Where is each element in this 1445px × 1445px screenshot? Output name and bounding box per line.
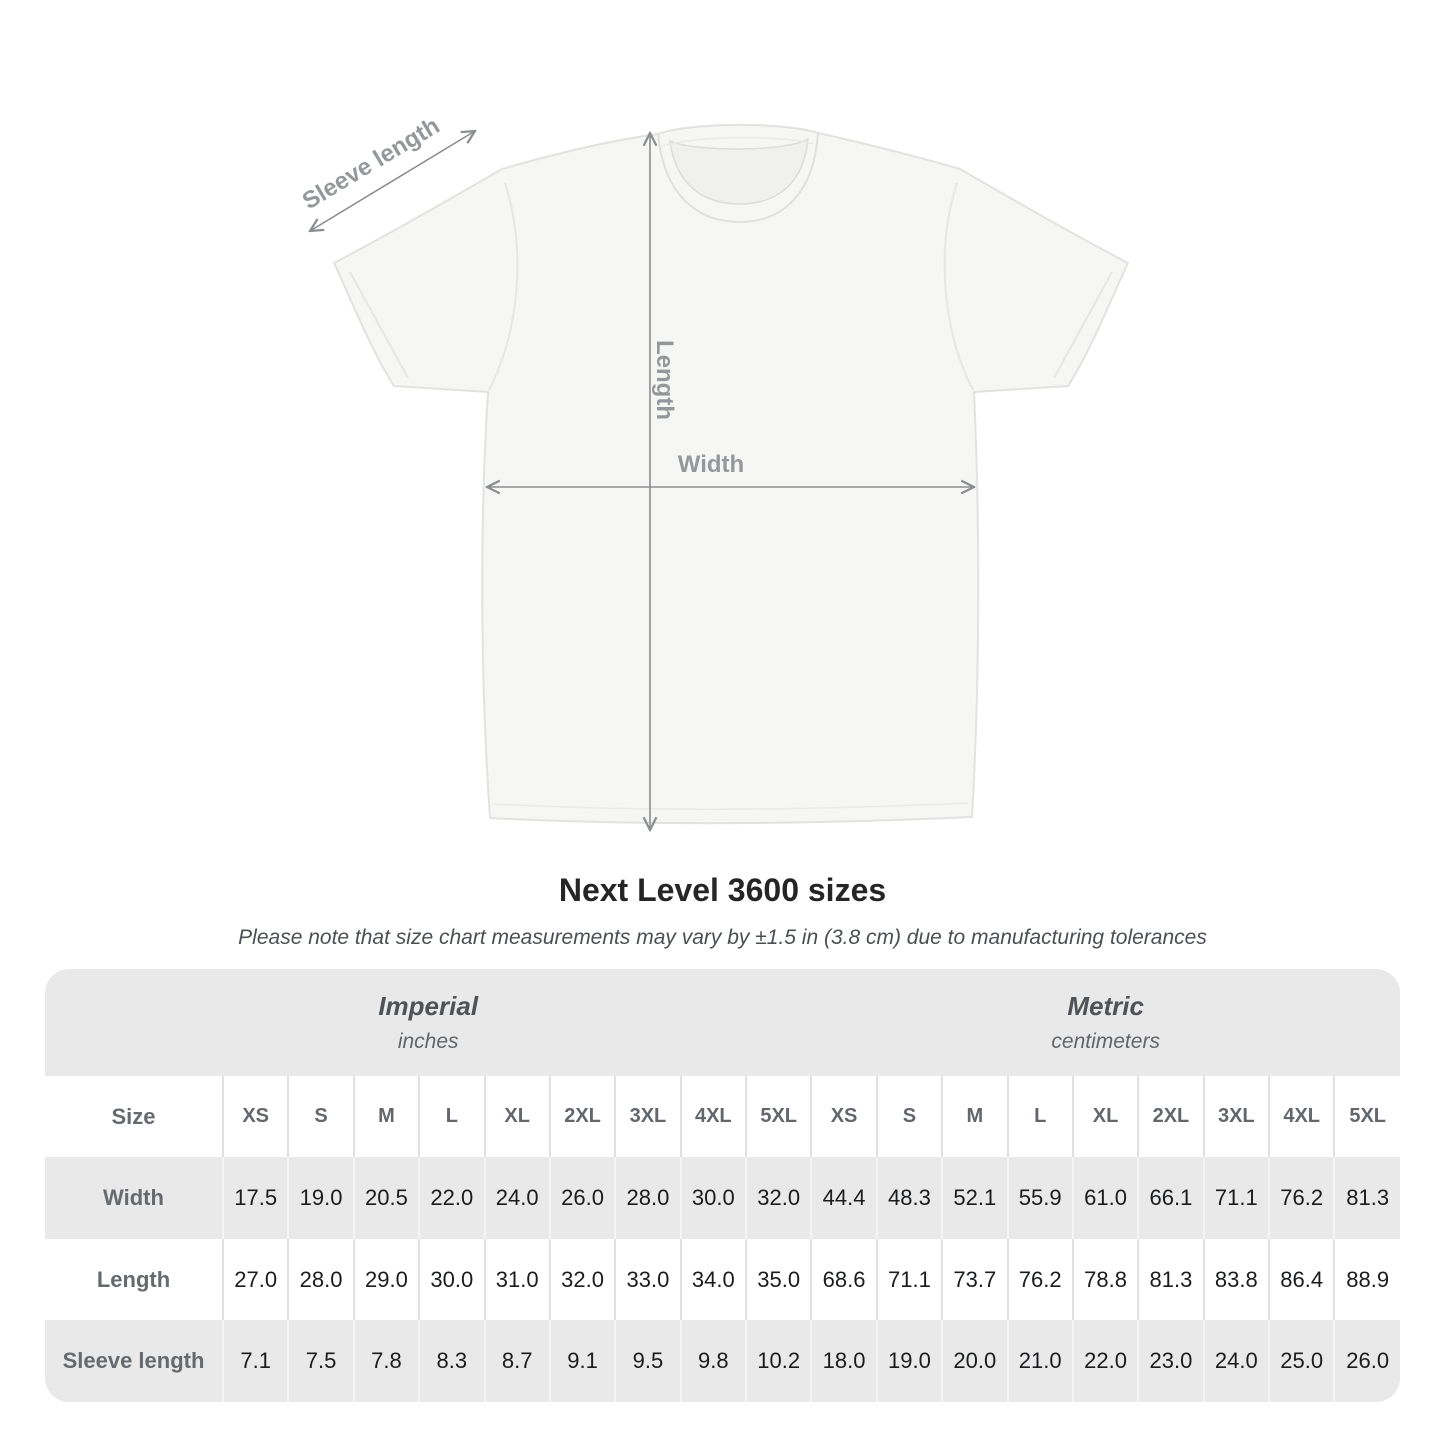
value-cell: 17.5 [223, 1157, 288, 1239]
value-cell: 32.0 [746, 1157, 811, 1239]
value-cell: 83.8 [1204, 1239, 1269, 1320]
row-label: Width [45, 1157, 223, 1239]
value-cell: 68.6 [811, 1239, 876, 1320]
size-cell: XS [811, 1076, 876, 1157]
imperial-group-header [45, 969, 811, 1076]
size-table [45, 969, 1400, 1402]
value-cell: 86.4 [1269, 1239, 1334, 1320]
unit-group-row [45, 969, 1400, 1076]
value-cell: 52.1 [942, 1157, 1007, 1239]
value-cell: 28.0 [615, 1157, 680, 1239]
value-cell: 7.5 [288, 1320, 353, 1402]
row-label: Length [45, 1239, 223, 1320]
size-header-row [45, 1076, 1400, 1157]
imperial-unit-label: inches [397, 1030, 459, 1053]
value-cell: 28.0 [288, 1239, 353, 1320]
value-cell: 19.0 [288, 1157, 353, 1239]
value-cell: 30.0 [419, 1239, 484, 1320]
value-cell: 81.3 [1138, 1239, 1203, 1320]
size-cell: L [419, 1076, 484, 1157]
size-cell: 5XL [1334, 1076, 1400, 1157]
value-cell: 8.7 [485, 1320, 550, 1402]
size-cell: S [877, 1076, 942, 1157]
value-cell: 88.9 [1334, 1239, 1400, 1320]
value-cell: 19.0 [877, 1320, 942, 1402]
value-cell: 8.3 [419, 1320, 484, 1402]
size-cell: 2XL [550, 1076, 615, 1157]
value-cell: 32.0 [550, 1239, 615, 1320]
value-cell: 61.0 [1073, 1157, 1138, 1239]
value-cell: 20.0 [942, 1320, 1007, 1402]
row-label: Sleeve length [45, 1320, 223, 1402]
size-cell: L [1008, 1076, 1073, 1157]
value-cell: 7.8 [354, 1320, 419, 1402]
value-cell: 30.0 [681, 1157, 746, 1239]
size-cell: 2XL [1138, 1076, 1203, 1157]
sleeve-length-label: Sleeve length [297, 112, 445, 215]
size-column-header: Size [45, 1076, 223, 1157]
size-cell: XL [485, 1076, 550, 1157]
metric-group-header [811, 969, 1400, 1076]
value-cell: 55.9 [1008, 1157, 1073, 1239]
value-cell: 71.1 [1204, 1157, 1269, 1239]
sleeve-length-row [45, 1320, 1400, 1402]
value-cell: 9.1 [550, 1320, 615, 1402]
size-cell: M [942, 1076, 1007, 1157]
value-cell: 29.0 [354, 1239, 419, 1320]
value-cell: 27.0 [223, 1239, 288, 1320]
value-cell: 73.7 [942, 1239, 1007, 1320]
value-cell: 23.0 [1138, 1320, 1203, 1402]
value-cell: 66.1 [1138, 1157, 1203, 1239]
tolerance-note: Please note that size chart measurements may vary by ±1.5 in (3.8 cm) due to manufacturing tolerances [238, 926, 1207, 949]
value-cell: 76.2 [1269, 1157, 1334, 1239]
width-row [45, 1157, 1400, 1239]
value-cell: 9.8 [681, 1320, 746, 1402]
value-cell: 26.0 [1334, 1320, 1400, 1402]
value-cell: 10.2 [746, 1320, 811, 1402]
size-table-container [45, 969, 1400, 1402]
value-cell: 21.0 [1008, 1320, 1073, 1402]
value-cell: 35.0 [746, 1239, 811, 1320]
value-cell: 81.3 [1334, 1157, 1400, 1239]
value-cell: 22.0 [1073, 1320, 1138, 1402]
value-cell: 34.0 [681, 1239, 746, 1320]
size-cell: 4XL [1269, 1076, 1334, 1157]
size-cell: 4XL [681, 1076, 746, 1157]
width-label: Width [677, 451, 745, 478]
value-cell: 7.1 [223, 1320, 288, 1402]
value-cell: 25.0 [1269, 1320, 1334, 1402]
size-cell: 3XL [1204, 1076, 1269, 1157]
value-cell: 31.0 [485, 1239, 550, 1320]
value-cell: 76.2 [1008, 1239, 1073, 1320]
value-cell: 26.0 [550, 1157, 615, 1239]
imperial-label: Imperial [378, 991, 479, 1021]
value-cell: 71.1 [877, 1239, 942, 1320]
value-cell: 24.0 [1204, 1320, 1269, 1402]
size-cell: M [354, 1076, 419, 1157]
value-cell: 22.0 [419, 1157, 484, 1239]
size-cell: S [288, 1076, 353, 1157]
metric-unit-label: centimeters [1051, 1030, 1160, 1053]
size-cell: XS [223, 1076, 288, 1157]
value-cell: 20.5 [354, 1157, 419, 1239]
value-cell: 18.0 [811, 1320, 876, 1402]
value-cell: 48.3 [877, 1157, 942, 1239]
value-cell: 24.0 [485, 1157, 550, 1239]
page-title: Next Level 3600 sizes [558, 872, 887, 908]
value-cell: 9.5 [615, 1320, 680, 1402]
length-label: Length [651, 340, 678, 420]
length-row [45, 1239, 1400, 1320]
size-cell: 3XL [615, 1076, 680, 1157]
value-cell: 44.4 [811, 1157, 876, 1239]
metric-label: Metric [1067, 991, 1144, 1021]
value-cell: 78.8 [1073, 1239, 1138, 1320]
value-cell: 33.0 [615, 1239, 680, 1320]
size-cell: 5XL [746, 1076, 811, 1157]
size-cell: XL [1073, 1076, 1138, 1157]
